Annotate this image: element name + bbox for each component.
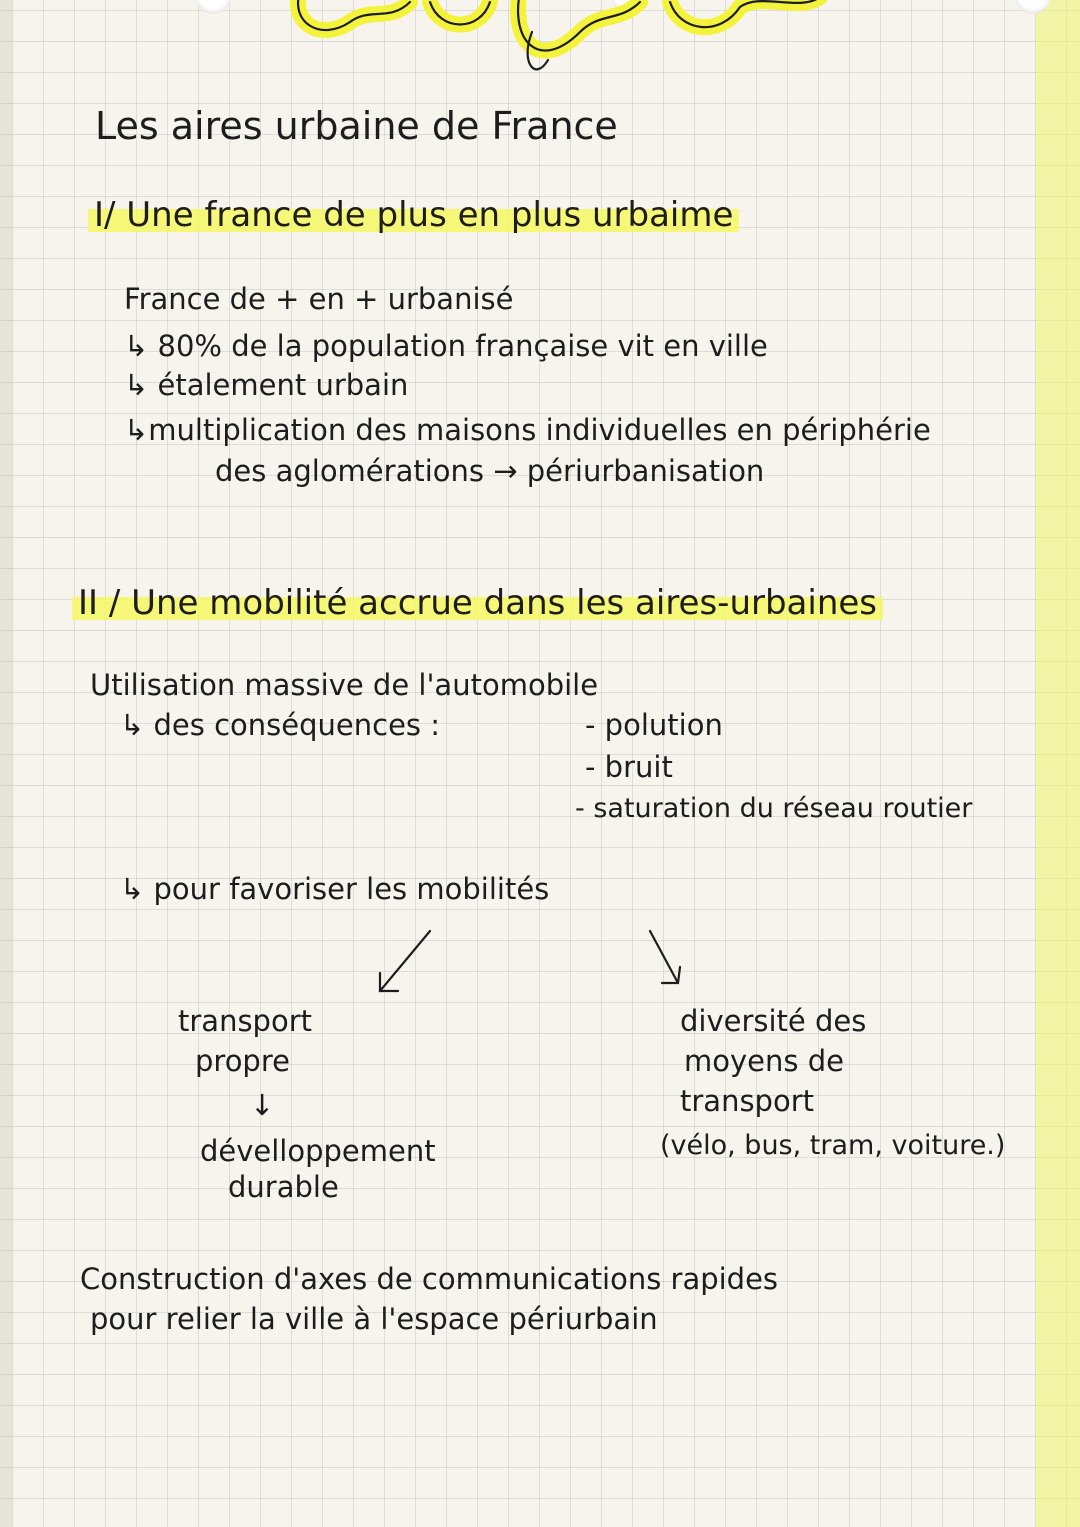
- consequence-item: - polution: [585, 708, 723, 742]
- section-1-line: ↳multiplication des maisons individuelles en périphérie: [124, 413, 931, 447]
- consequence-item: - saturation du réseau routier: [575, 793, 973, 824]
- section-1-line: des aglomérations → périurbanisation: [215, 454, 765, 488]
- page-title: Les aires urbaine de France: [95, 104, 618, 148]
- right-branch-line: diversité des: [680, 1004, 867, 1038]
- title-lettering-drawing: [280, 0, 840, 92]
- right-branch-line: (vélo, bus, tram, voiture.): [660, 1130, 1006, 1161]
- left-branch-line: propre: [195, 1044, 290, 1078]
- conclusion-line: Construction d'axes de communications rapides: [80, 1262, 779, 1296]
- section-2-heading: [72, 583, 883, 623]
- section-2-heading-text: II / Une mobilité accrue dans les aires-urbaines: [72, 583, 883, 623]
- section-1-line: France de + en + urbanisé: [124, 282, 514, 316]
- consequences-label: ↳ des conséquences :: [120, 708, 441, 742]
- section-1-heading: [88, 195, 739, 235]
- left-margin-shade: [0, 0, 12, 1527]
- arrow-down-right-icon: [640, 925, 700, 995]
- right-branch-line: transport: [680, 1084, 814, 1118]
- left-branch-arrow: ↓: [250, 1088, 275, 1122]
- edge-highlight-strip: [1036, 0, 1080, 1527]
- section-1-heading-text: I/ Une france de plus en plus urbaime: [88, 195, 739, 235]
- right-branch-line: moyens de: [684, 1044, 844, 1078]
- left-branch-result: durable: [228, 1170, 339, 1204]
- arrow-down-left-icon: [360, 925, 450, 1005]
- section-1-line: ↳ étalement urbain: [124, 368, 409, 402]
- binder-hole: [195, 0, 231, 14]
- consequence-item: - bruit: [585, 750, 673, 784]
- left-branch-result: dévelloppement: [200, 1134, 436, 1168]
- left-branch-line: transport: [178, 1004, 312, 1038]
- conclusion-line: pour relier la ville à l'espace périurbain: [90, 1302, 658, 1336]
- favor-mobility-line: ↳ pour favoriser les mobilités: [120, 872, 550, 906]
- section-1-line: ↳ 80% de la population française vit en ville: [124, 329, 768, 363]
- mobility-intro: Utilisation massive de l'automobile: [90, 668, 599, 702]
